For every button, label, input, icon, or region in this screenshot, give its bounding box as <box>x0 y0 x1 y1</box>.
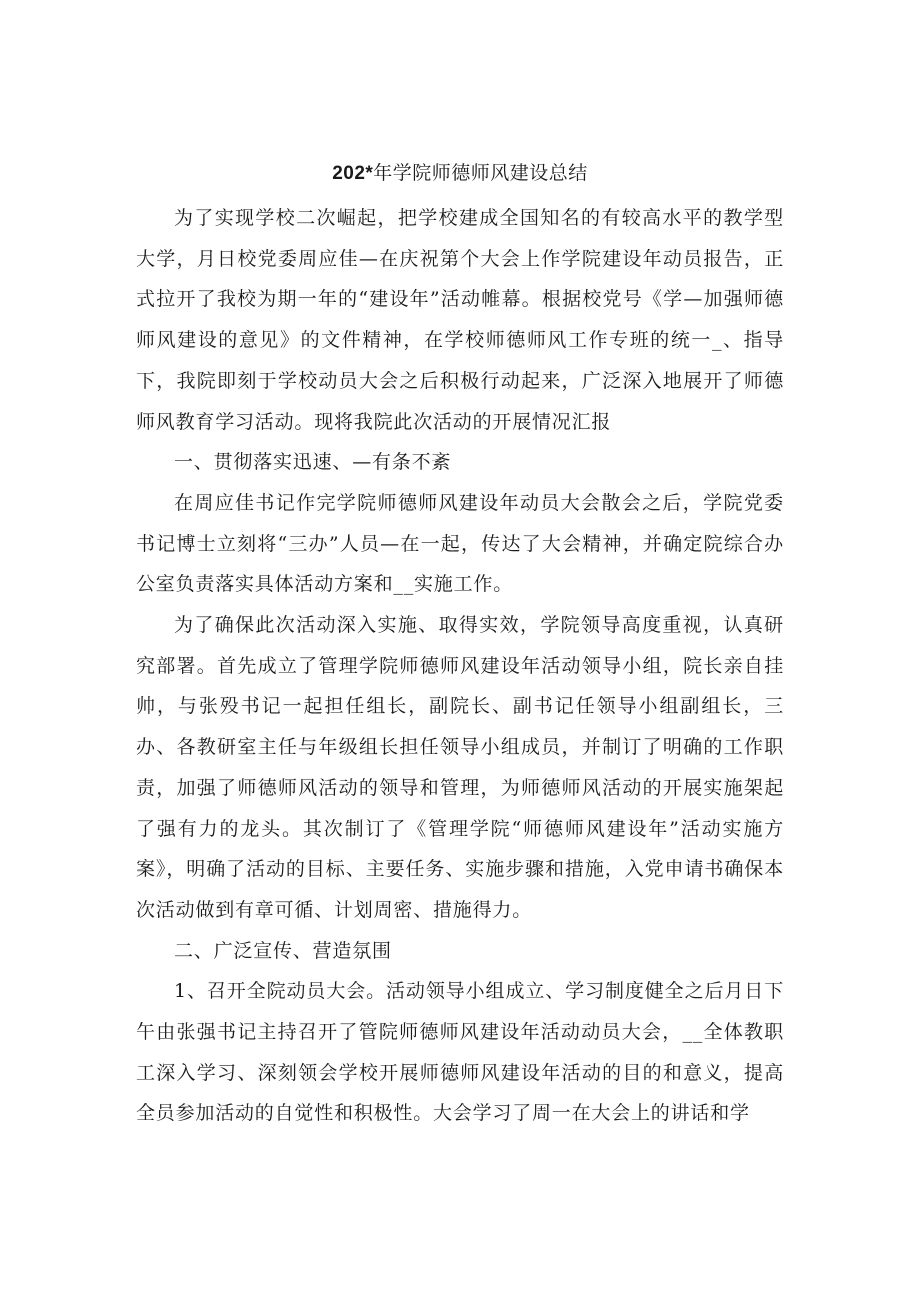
title-text: 年学院师德师风建设总结 <box>373 162 588 184</box>
section-heading-2: 二、广泛宣传、营造氛围 <box>174 939 392 962</box>
paragraph: 为了确保此次活动深入实施、取得实效，学院领导高度重视，认真研究部署。首先成立了管理学院师德师风建设年活动领导小组，院长亲自挂帅，与张殁书记一起担任组长，副院长、副书记任领导小组副组长，三办、各教研室主任与年级组长担任领导小组成员，并制订了明确的工作职责，加强了师德师风活动的领导和管理，为师德师风活动的开展实施架起了强有力的龙头。其次制订了《管理学院“师德师风建设年”活动实施方案》，明确了活动的目标、主要任务、实施步骤和措施，入党申请书确保本次活动做到有章可循、计划周密、措施得力。 <box>136 614 784 921</box>
document-title <box>0 160 920 187</box>
title-year: 202* <box>332 163 374 184</box>
paragraph: 在周应佳书记作完学院师德师风建设年动员大会散会之后，学院党委书记博士立刻将“三办”人员—在一起，传达了大会精神，并确定院综合办公室负责落实具体活动方案和__实施工作。 <box>136 491 784 596</box>
section-heading-1: 一、贯彻落实迅速、—有条不紊 <box>174 451 452 474</box>
paragraph-intro: 为了实现学校二次崛起，把学校建成全国知名的有较高水平的教学型大学，月日校党委周应佳—在庆祝第个大会上作学院建设年动员报告，正式拉开了我校为期一年的“建设年”活动帷幕。根据校党号《学—加强师德师风建设的意见》的文件精神，在学校师德师风工作专班的统一_、指导下，我院即刻于学校动员大会之后积极行动起来，广泛深入地展开了师德师风教育学习活动。现将我院此次活动的开展情况汇报 <box>136 207 784 433</box>
document-body <box>136 198 784 1134</box>
paragraph: 1、召开全院动员大会。活动领导小组成立、学习制度健全之后月日下午由张强书记主持召开了管院师德师风建设年活动动员大会，__全体教职工深入学习、深刻领会学校开展师德师风建设年活动的目的和意义，提高全员参加活动的自觉性和积极性。大会学习了周一在大会上的讲话和学 <box>136 980 784 1125</box>
